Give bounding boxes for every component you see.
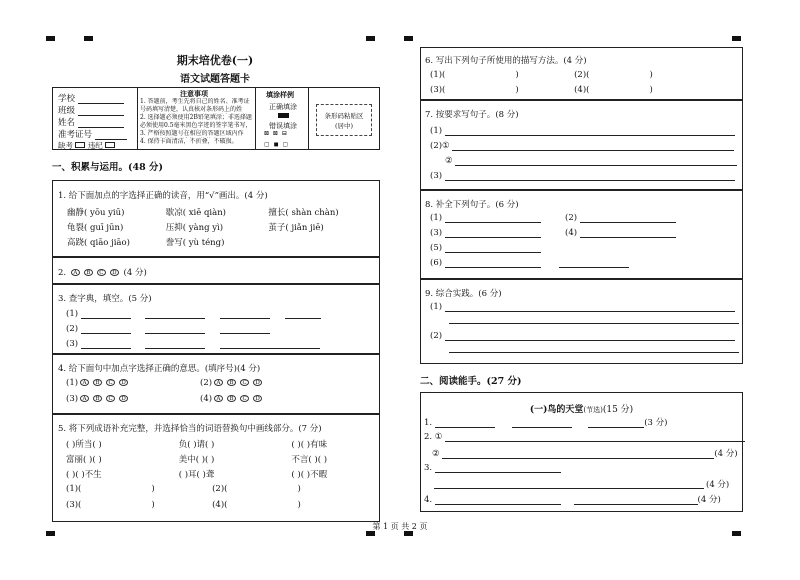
- q8-prompt: 8. 补全下列句子。(6 分): [425, 200, 519, 210]
- q6-answers-1[interactable]: (1)( ) (2)( ): [430, 70, 653, 80]
- q6-prompt: 6. 写出下列句子所使用的描写方法。(4 分): [425, 56, 587, 66]
- q4-row-1[interactable]: (1) A B C D: [66, 378, 130, 388]
- q7-answer-2[interactable]: (2)①: [430, 141, 734, 151]
- q8-answer-4[interactable]: (4): [565, 228, 676, 238]
- reading-title: (一)鸟的天堂(节选)(15 分): [529, 405, 634, 415]
- q3-answer-3[interactable]: (3): [66, 339, 320, 349]
- reading-answer-4[interactable]: 4. (4 分): [424, 495, 721, 505]
- q7-answer-3[interactable]: ②: [445, 156, 737, 166]
- q9-answer-2[interactable]: (2): [430, 331, 735, 341]
- section2-heading: 二、阅读能手。(27 分): [420, 376, 522, 387]
- registration-mark: [404, 36, 413, 41]
- notes-heading: 注意事项: [180, 89, 208, 98]
- q3-prompt: 3. 查字典，填空。(5 分): [58, 294, 152, 304]
- q8-answer-3[interactable]: (3): [430, 228, 541, 238]
- q4-prompt: 4. 给下面句中加点字选择正确的意思。(填序号)(4 分): [58, 364, 261, 374]
- absent-field[interactable]: 缺考 违纪: [58, 140, 115, 151]
- reading-answer-2b[interactable]: ② (4 分): [432, 449, 738, 459]
- reading-answer-3-score: (4 分): [706, 480, 730, 490]
- notes-body: 1. 答题前，考生先将自己的姓名、准考证号码填写清楚，认真核对条形码上的姓 2. 选择题必须使用2B铅笔填涂；非选择题必须使用0.5毫米黑色字迹的签字笔书写， 3. 严格按照题号在相应的答题区域内作 4. 保持卡面清洁，不折叠，不破损。: [140, 98, 252, 145]
- reading-answer-3[interactable]: 3.: [424, 463, 561, 473]
- q9-prompt: 9. 综合实践。(6 分): [425, 289, 502, 299]
- q5-prompt: 5. 将下列成语补充完整，并选择恰当的词语替换句中画线部分。(7 分): [58, 424, 322, 434]
- q2-option-a[interactable]: A: [71, 269, 80, 276]
- q8-answer-1[interactable]: (1): [430, 213, 541, 223]
- registration-mark: [46, 531, 55, 536]
- q1-row3[interactable]: 高跷( qiāo jiāo) 誊写( yù téng): [67, 238, 225, 248]
- exam-id-field[interactable]: 准考证号: [58, 128, 127, 140]
- registration-mark: [732, 531, 741, 536]
- barcode-area: [316, 104, 372, 136]
- q9-answer-1[interactable]: (1): [430, 302, 735, 312]
- fill-heading: 填涂样例: [266, 90, 294, 99]
- q3-answer-1[interactable]: (1): [66, 309, 321, 319]
- q5-answers-2[interactable]: (3)( ) (4)( ): [66, 500, 301, 510]
- school-field[interactable]: 学校: [58, 92, 124, 104]
- q4-row-3[interactable]: (3) A B C D: [66, 394, 130, 404]
- q6-answers-2[interactable]: (3)( ) (4)( ): [430, 85, 653, 95]
- wrong-fill-samples-2: ▢ ◼ ▢: [264, 141, 290, 148]
- q2-option-c[interactable]: C: [97, 269, 106, 276]
- barcode-note: (居中): [334, 122, 354, 130]
- q2-option-d[interactable]: D: [110, 269, 119, 276]
- section1-heading: 一、积累与运用。(48 分): [52, 162, 164, 173]
- reading-answer-2a[interactable]: 2. ①: [424, 432, 745, 442]
- q1-prompt: 1. 给下面加点的字选择正确的读音，用“√”画出。(4 分): [58, 191, 268, 201]
- reading-answer-1[interactable]: 1. (3 分): [424, 418, 668, 428]
- barcode-label: 条形码粘贴区: [324, 112, 364, 120]
- q1-row2[interactable]: 龟裂( guī jūn) 压抑( yàng yì) 茧子( jiǎn jiē): [67, 223, 324, 233]
- q2-option-b[interactable]: B: [84, 269, 93, 276]
- class-field[interactable]: 班级: [58, 104, 124, 116]
- q5-idioms-2[interactable]: 富丽( )( ) 美中( )( ) 不言( )( ): [66, 455, 328, 465]
- fill-correct-label: 正确填涂: [269, 103, 297, 111]
- q8-answer-5[interactable]: (5): [430, 243, 541, 253]
- q4-row-4[interactable]: (4) A B C D: [200, 394, 264, 404]
- q5-answers-1[interactable]: (1)( ) (2)( ): [66, 484, 301, 494]
- fill-wrong-label: 错误填涂: [269, 122, 297, 130]
- q8-answer-2[interactable]: (2): [565, 213, 676, 223]
- registration-mark: [46, 36, 55, 41]
- q7-prompt: 7. 按要求写句子。(8 分): [425, 110, 519, 120]
- name-field[interactable]: 姓名: [58, 116, 124, 128]
- registration-mark: [732, 36, 741, 41]
- q7-answer-4[interactable]: (3): [430, 171, 735, 181]
- q8-answer-6[interactable]: (6): [430, 258, 629, 268]
- q5-idioms-3[interactable]: ( )( )不生 ( )耳( )聋 ( )( )不暇: [66, 470, 328, 480]
- q1-row1[interactable]: 幽静( yōu yiū) 歇凉( xiē qiàn) 擅长( shàn chàn): [67, 208, 339, 218]
- registration-mark: [366, 36, 375, 41]
- correct-fill-sample: [278, 113, 289, 118]
- q7-answer-1[interactable]: (1): [430, 126, 735, 136]
- page-subtitle: 语文试题答题卡: [180, 74, 250, 85]
- wrong-fill-samples: ⊠ ⊠ ⊟: [264, 130, 288, 137]
- q4-row-2[interactable]: (2) A B C D: [200, 378, 264, 388]
- q5-idioms-1[interactable]: ( )所当( ) 负( )请( ) ( )( )有味: [66, 440, 328, 450]
- q3-answer-2[interactable]: (2): [66, 324, 270, 334]
- q2-row[interactable]: 2. A B C D (4 分): [58, 268, 147, 278]
- page-number: 第 1 页 共 2 页: [372, 522, 428, 531]
- page-title: 期末培优卷(一): [176, 54, 254, 67]
- registration-mark: [84, 36, 93, 41]
